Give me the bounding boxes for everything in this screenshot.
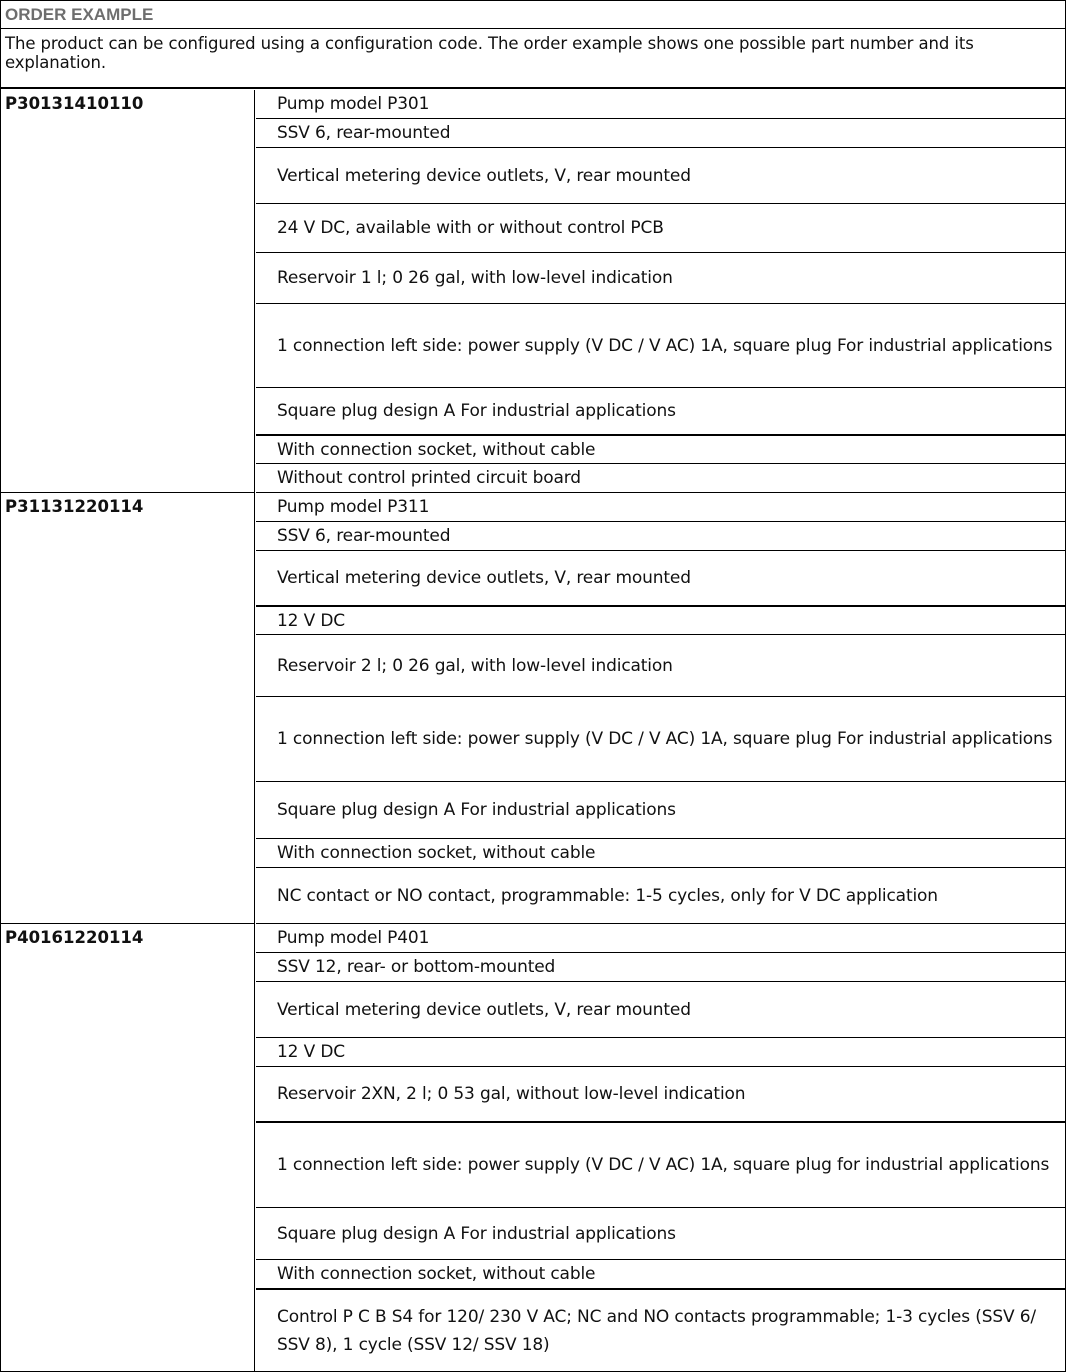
part-number-cell: P31131220114 (1, 493, 255, 924)
description-row: With connection socket, without cable (256, 839, 1065, 868)
description-row: Vertical metering device outlets, V, rear mounted (256, 148, 1065, 204)
description-row: Pump model P311 (256, 493, 1065, 522)
description-row: Vertical metering device outlets, V, rear mounted (256, 551, 1065, 607)
description-row: Pump model P401 (256, 924, 1065, 953)
description-row: SSV 6, rear-mounted (256, 119, 1065, 148)
description-row: Reservoir 2XN, 2 l; 0 53 gal, without low-level indication (256, 1067, 1065, 1123)
description-row: 24 V DC, available with or without control PCB (256, 204, 1065, 253)
description-row: 1 connection left side: power supply (V DC / V AC) 1A, square plug For industrial applications (256, 697, 1065, 782)
description-row: Control P C B S4 for 120/ 230 V AC; NC and NO contacts programmable; 1-3 cycles (SSV 6/ SSV 8), 1 cycle (SSV 12/ SSV 18) (277, 1306, 1036, 1355)
description-row: Pump model P301 (256, 90, 1065, 119)
description-row: 12 V DC (256, 1038, 1065, 1067)
description-row: SSV 12, rear- or bottom-mounted (256, 953, 1065, 982)
description-row: NC contact or NO contact, programmable: 1-5 cycles, only for V DC application (256, 868, 1065, 924)
description-row: 1 connection left side: power supply (V DC / V AC) 1A, square plug for industrial applications (256, 1123, 1065, 1208)
description-row: SSV 6, rear-mounted (256, 522, 1065, 551)
section-title: ORDER EXAMPLE (1, 1, 1065, 29)
description-row: 12 V DC (256, 607, 1065, 635)
description-row: Square plug design A For industrial applications (256, 388, 1065, 436)
part-number-cell: P30131410110 (1, 90, 255, 493)
description-row: With connection socket, without cable (256, 1260, 1065, 1290)
description-row: Reservoir 2 l; 0 26 gal, with low-level indication (256, 635, 1065, 697)
description-row: Reservoir 1 l; 0 26 gal, with low-level indication (256, 253, 1065, 304)
description-row: Square plug design A For industrial applications (256, 782, 1065, 839)
intro-text: The product can be configured using a configuration code. The order example shows one possible part number and its explanation. (1, 29, 1065, 89)
description-row: Without control printed circuit board (256, 464, 1065, 493)
description-row: 1 connection left side: power supply (V DC / V AC) 1A, square plug For industrial applications (256, 304, 1065, 388)
description-row: With connection socket, without cable (256, 436, 1065, 464)
description-row: Square plug design A For industrial applications (256, 1208, 1065, 1260)
description-row: Vertical metering device outlets, V, rear mounted (256, 982, 1065, 1038)
part-number-cell: P40161220114 (1, 924, 255, 1371)
